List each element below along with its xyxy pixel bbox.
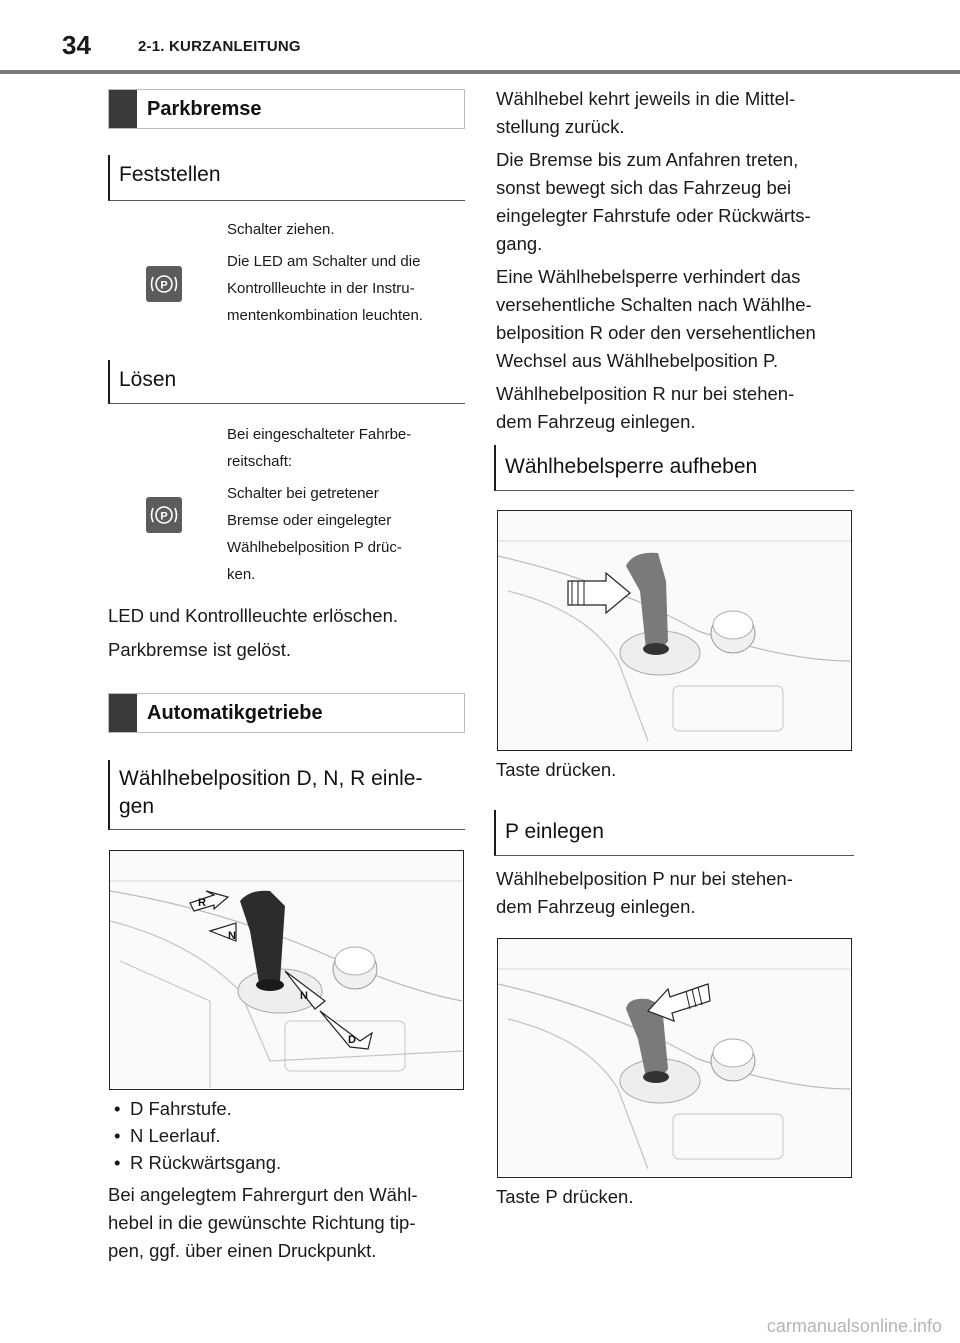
text-line: sonst bewegt sich das Fahrzeug bei — [496, 177, 792, 198]
text-line: belposition R oder den versehentlichen — [496, 322, 816, 343]
svg-text:P: P — [160, 510, 168, 523]
text-line: dem Fahrzeug einlegen. — [496, 896, 696, 917]
intro-text — [496, 85, 856, 436]
p-einlegen-text — [496, 865, 856, 921]
text-line: Schalter bei getretener — [227, 485, 379, 502]
gear-selector-illustration — [110, 851, 462, 1088]
text-line: stellung zurück. — [496, 116, 625, 137]
text-line: pen, ggf. über einen Druckpunkt. — [108, 1240, 377, 1261]
gear-selector-figure — [109, 850, 464, 1090]
selector-lock-illustration — [498, 511, 850, 749]
section-marker — [109, 694, 137, 732]
subheading-text: gen — [119, 795, 155, 818]
section-marker — [109, 90, 137, 128]
text-line: Die LED am Schalter und die — [227, 253, 421, 270]
list-item: • R Rückwärtsgang. — [108, 1149, 465, 1176]
subheading-text: Wählhebelposition D, N, R einle- — [119, 767, 423, 790]
section-parkbremse — [108, 89, 465, 129]
text-line: Parkbremse ist gelöst. — [108, 639, 292, 660]
text-line: Wechsel aus Wählhebelposition P. — [496, 350, 779, 371]
list-item: • D Fahrstufe. — [108, 1095, 465, 1122]
gear-label-d: D — [348, 1034, 356, 1046]
watermark: carmanualsonline.info — [766, 1316, 942, 1336]
subheading-feststellen — [108, 155, 465, 201]
section-title: Parkbremse — [147, 97, 262, 120]
subheading-text: Lösen — [119, 368, 177, 391]
feststellen-text — [227, 216, 423, 329]
text-line: Kontrollleuchte in der Instru- — [227, 280, 415, 297]
gear-position-list — [108, 1095, 465, 1176]
text-line: Eine Wählhebelsperre verhindert das — [496, 266, 801, 287]
parking-brake-icon — [146, 497, 182, 533]
automatik-paragraph — [108, 1181, 465, 1265]
text-line: Wählhebelposition R nur bei stehen- — [496, 383, 795, 404]
section-automatikgetriebe — [108, 693, 465, 733]
page-number: 34 — [62, 30, 91, 60]
p-einlegen-caption: Taste P drücken. — [496, 1186, 634, 1207]
gear-label-n: N — [300, 990, 308, 1002]
selector-lock-figure — [497, 510, 852, 751]
gear-label-n: N — [228, 930, 236, 942]
section-title: Automatikgetriebe — [147, 701, 323, 724]
text-line: Bei eingeschalteter Fahrbe- — [227, 426, 412, 443]
list-item: • N Leerlauf. — [108, 1122, 465, 1149]
text-line: dem Fahrzeug einlegen. — [496, 411, 696, 432]
svg-text:P: P — [160, 279, 168, 292]
text-line: reitschaft: — [227, 453, 293, 470]
header-divider — [0, 70, 960, 74]
chapter-title: 2-1. KURZANLEITUNG — [138, 38, 301, 55]
parking-brake-icon — [146, 266, 182, 302]
subheading-text: P einlegen — [505, 820, 604, 843]
park-button-illustration — [498, 939, 850, 1176]
text-line: Bei angelegtem Fahrergurt den Wähl- — [108, 1184, 418, 1205]
text-line: hebel in die gewünschte Richtung tip- — [108, 1212, 416, 1233]
text-line: Wählhebelposition P drüc- — [227, 539, 402, 556]
text-line: Die Bremse bis zum Anfahren treten, — [496, 149, 799, 170]
text-line: Bremse oder eingelegter — [227, 512, 392, 529]
subheading-p-einlegen — [494, 810, 854, 856]
text-line: versehentliche Schalten nach Wählhe- — [496, 294, 812, 315]
sperre-caption: Taste drücken. — [496, 759, 617, 780]
subheading-loesen — [108, 360, 465, 404]
text-line: eingelegter Fahrstufe oder Rückwärts- — [496, 205, 811, 226]
text-line: ken. — [227, 566, 256, 583]
text-line: gang. — [496, 233, 543, 254]
subheading-sperre — [494, 445, 854, 491]
park-button-figure — [497, 938, 852, 1178]
subheading-waehlhebelposition — [108, 760, 465, 830]
subheading-text: Feststellen — [119, 163, 221, 186]
text-line: LED und Kontrollleuchte erlöschen. — [108, 605, 399, 626]
text-line: mentenkombination leuchten. — [227, 307, 423, 324]
text-line: Wählhebelposition P nur bei stehen- — [496, 868, 793, 889]
loesen-text — [227, 421, 411, 588]
text-line: Schalter ziehen. — [227, 221, 335, 238]
parkbremse-after-text — [108, 602, 465, 664]
gear-label-r: R — [198, 897, 206, 909]
text-line: Wählhebel kehrt jeweils in die Mittel- — [496, 88, 796, 109]
subheading-text: Wählhebelsperre aufheben — [505, 455, 758, 478]
